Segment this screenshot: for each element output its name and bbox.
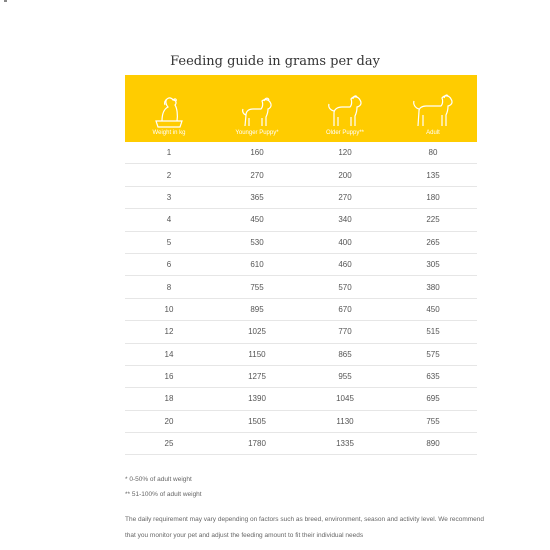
cell-weight: 25 <box>164 439 174 449</box>
header-label-younger-puppy: Younger Puppy* <box>235 130 279 136</box>
cell-weight: 4 <box>166 215 172 225</box>
older-puppy-icon <box>324 93 366 129</box>
cell-younger-puppy: 895 <box>250 304 264 314</box>
page-title: Feeding guide in grams per day <box>170 54 380 69</box>
table-row <box>125 142 477 164</box>
table-row <box>125 344 477 366</box>
cell-adult: 225 <box>426 215 440 225</box>
cell-older-puppy: 1130 <box>336 416 354 426</box>
weight-scale-dog-icon <box>152 91 186 129</box>
cell-older-puppy: 400 <box>338 237 352 247</box>
cell-weight: 20 <box>164 416 174 426</box>
cell-older-puppy: 200 <box>338 170 352 180</box>
cell-older-puppy: 770 <box>338 327 352 337</box>
cell-older-puppy: 120 <box>338 148 352 158</box>
cell-adult: 515 <box>426 327 440 337</box>
table-row <box>125 411 477 433</box>
cell-younger-puppy: 450 <box>250 215 264 225</box>
header-label-adult: Adult <box>426 130 440 136</box>
cell-adult: 180 <box>426 192 440 202</box>
cell-adult: 755 <box>426 416 440 426</box>
cell-younger-puppy: 1275 <box>248 372 266 382</box>
cell-older-puppy: 670 <box>338 304 352 314</box>
footnote-older-puppy: ** 51-100% of adult weight <box>125 491 202 498</box>
corner-mark <box>4 0 7 2</box>
cell-adult: 80 <box>428 148 438 158</box>
cell-weight: 8 <box>166 282 172 292</box>
cell-weight: 12 <box>164 327 174 337</box>
table-row <box>125 232 477 254</box>
table-row <box>125 254 477 276</box>
cell-younger-puppy: 365 <box>250 192 264 202</box>
cell-weight: 2 <box>166 170 172 180</box>
cell-younger-puppy: 270 <box>250 170 264 180</box>
table-row <box>125 209 477 231</box>
cell-younger-puppy: 530 <box>250 237 264 247</box>
cell-younger-puppy: 1390 <box>248 394 266 404</box>
cell-older-puppy: 1335 <box>336 439 354 449</box>
adult-dog-icon <box>409 93 457 129</box>
cell-weight: 6 <box>166 260 172 270</box>
cell-younger-puppy: 755 <box>250 282 264 292</box>
header-weight <box>125 75 213 142</box>
cell-weight: 16 <box>164 372 174 382</box>
cell-adult: 265 <box>426 237 440 247</box>
cell-adult: 575 <box>426 349 440 359</box>
cell-younger-puppy: 1780 <box>248 439 266 449</box>
header-label-older-puppy: Older Puppy** <box>325 130 365 136</box>
cell-younger-puppy: 1505 <box>248 416 266 426</box>
table-row <box>125 164 477 186</box>
cell-weight: 5 <box>166 237 172 247</box>
cell-weight: 1 <box>166 148 172 158</box>
cell-weight: 10 <box>164 304 174 314</box>
cell-adult: 135 <box>426 170 440 180</box>
cell-older-puppy: 865 <box>338 349 352 359</box>
cell-older-puppy: 270 <box>338 192 352 202</box>
cell-older-puppy: 570 <box>338 282 352 292</box>
table-row <box>125 276 477 298</box>
cell-older-puppy: 340 <box>338 215 352 225</box>
table-row <box>125 366 477 388</box>
cell-older-puppy: 460 <box>338 260 352 270</box>
cell-younger-puppy: 610 <box>250 260 264 270</box>
cell-adult: 635 <box>426 372 440 382</box>
header-older-puppy <box>301 75 389 142</box>
table-row <box>125 299 477 321</box>
table-row <box>125 388 477 410</box>
table-row <box>125 187 477 209</box>
header-younger-puppy <box>213 75 301 142</box>
cell-older-puppy: 1045 <box>336 394 354 404</box>
puppy-icon <box>237 93 277 129</box>
header-adult <box>389 75 477 142</box>
table-header <box>125 75 477 142</box>
cell-adult: 890 <box>426 439 440 449</box>
table-row <box>125 321 477 343</box>
cell-adult: 380 <box>426 282 440 292</box>
cell-weight: 3 <box>166 192 172 202</box>
table-row <box>125 433 477 455</box>
cell-adult: 305 <box>426 260 440 270</box>
cell-younger-puppy: 160 <box>250 148 264 158</box>
header-label-weight: Weight in kg <box>152 130 186 136</box>
cell-weight: 18 <box>164 394 174 404</box>
feeding-disclaimer: The daily requirement may vary depending on factors such as breed, environment, season and activity level. We recommend that you monitor your pet and adjust the feeding amount to fit their individual needs <box>125 516 485 539</box>
cell-adult: 450 <box>426 304 440 314</box>
cell-weight: 14 <box>164 349 174 359</box>
cell-adult: 695 <box>426 394 440 404</box>
footnote-younger-puppy: * 0-50% of adult weight <box>125 476 192 483</box>
cell-younger-puppy: 1025 <box>248 327 266 337</box>
cell-older-puppy: 955 <box>338 372 352 382</box>
feeding-table-body <box>125 142 477 455</box>
cell-younger-puppy: 1150 <box>248 349 266 359</box>
